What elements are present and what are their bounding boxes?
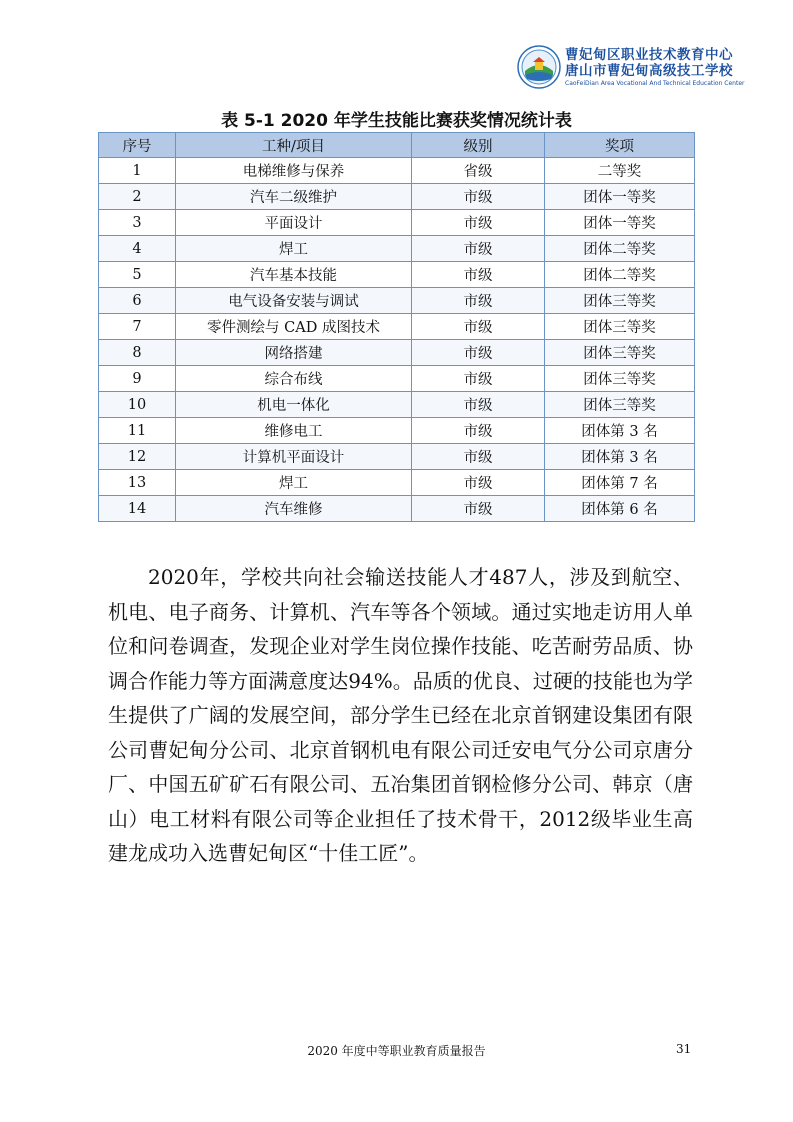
table-row — [99, 288, 695, 314]
cell-index: 8 — [99, 340, 176, 366]
cell-event: 焊工 — [176, 470, 412, 496]
column-header-index: 序号 — [99, 133, 176, 158]
table-row — [99, 158, 695, 184]
column-header-event: 工种/项目 — [176, 133, 412, 158]
cell-level: 市级 — [412, 392, 545, 418]
cell-award: 团体三等奖 — [545, 366, 695, 392]
column-header-level: 级别 — [412, 133, 545, 158]
table-row — [99, 314, 695, 340]
table-row — [99, 496, 695, 522]
column-header-award: 奖项 — [545, 133, 695, 158]
cell-award: 团体一等奖 — [545, 184, 695, 210]
table-row — [99, 418, 695, 444]
footer-report-title: 2020 年度中等职业教育质量报告 — [307, 1044, 486, 1058]
cell-level: 市级 — [412, 418, 545, 444]
cell-level: 市级 — [412, 210, 545, 236]
table-row — [99, 444, 695, 470]
table-row — [99, 366, 695, 392]
cell-index: 3 — [99, 210, 176, 236]
awards-table — [98, 132, 695, 522]
cell-level: 市级 — [412, 444, 545, 470]
cell-award: 二等奖 — [545, 158, 695, 184]
cell-event: 汽车基本技能 — [176, 262, 412, 288]
cell-level: 省级 — [412, 158, 545, 184]
cell-level: 市级 — [412, 340, 545, 366]
cell-index: 14 — [99, 496, 176, 522]
cell-event: 综合布线 — [176, 366, 412, 392]
cell-level: 市级 — [412, 470, 545, 496]
cell-level: 市级 — [412, 184, 545, 210]
cell-index: 13 — [99, 470, 176, 496]
org-name-line2: 唐山市曹妃甸高级技工学校 — [565, 63, 733, 79]
cell-award: 团体三等奖 — [545, 392, 695, 418]
cell-event: 汽车二级维护 — [176, 184, 412, 210]
cell-award: 团体三等奖 — [545, 340, 695, 366]
cell-event: 电梯维修与保养 — [176, 158, 412, 184]
cell-event: 电气设备安装与调试 — [176, 288, 412, 314]
cell-index: 12 — [99, 444, 176, 470]
cell-index: 2 — [99, 184, 176, 210]
table-row — [99, 210, 695, 236]
cell-event: 网络搭建 — [176, 340, 412, 366]
cell-award: 团体二等奖 — [545, 262, 695, 288]
table-title: 表 5-1 2020 年学生技能比赛获奖情况统计表 — [221, 111, 572, 131]
page-number: 31 — [676, 1042, 692, 1056]
cell-index: 9 — [99, 366, 176, 392]
table-row — [99, 262, 695, 288]
cell-award: 团体二等奖 — [545, 236, 695, 262]
cell-level: 市级 — [412, 236, 545, 262]
table-row — [99, 392, 695, 418]
cell-award: 团体三等奖 — [545, 314, 695, 340]
table-row — [99, 184, 695, 210]
school-emblem-icon — [517, 45, 561, 89]
org-name-english: CaoFeiDian Area Vocational And Technical Education Center — [565, 80, 745, 87]
table-body — [99, 158, 695, 522]
cell-event: 焊工 — [176, 236, 412, 262]
cell-level: 市级 — [412, 496, 545, 522]
table-row — [99, 340, 695, 366]
cell-award: 团体一等奖 — [545, 210, 695, 236]
cell-index: 4 — [99, 236, 176, 262]
table-row — [99, 470, 695, 496]
cell-index: 11 — [99, 418, 176, 444]
cell-index: 1 — [99, 158, 176, 184]
cell-award: 团体第 3 名 — [545, 444, 695, 470]
cell-award: 团体第 6 名 — [545, 496, 695, 522]
cell-index: 7 — [99, 314, 176, 340]
org-name-line1: 曹妃甸区职业技术教育中心 — [565, 47, 733, 63]
cell-event: 零件测绘与 CAD 成图技术 — [176, 314, 412, 340]
cell-index: 10 — [99, 392, 176, 418]
cell-level: 市级 — [412, 366, 545, 392]
body-paragraph: 2020年，学校共向社会输送技能人才487人，涉及到航空、机电、电子商务、计算机、汽车等各个领域。通过实地走访用人单位和问卷调查，发现企业对学生岗位操作技能、吃苦耐劳品质、协调合作能力等方面满意度达94%。品质的优良、过硬的技能也为学生提供了广阔的发展空间，部分学生已经在北京首钢建设集团有限公司曹妃甸分公司、北京首钢机电有限公司迁安电气分公司京唐分厂、中国五矿矿石有限公司、五冶集团首钢检修分公司、韩京（唐山）电工材料有限公司等企业担任了技术骨干，2012级毕业生高建龙成功入选曹妃甸区“十佳工匠”。 — [108, 565, 693, 865]
table-header-row — [99, 133, 695, 158]
cell-index: 6 — [99, 288, 176, 314]
header-org-block — [565, 47, 775, 87]
cell-level: 市级 — [412, 262, 545, 288]
cell-award: 团体三等奖 — [545, 288, 695, 314]
cell-event: 计算机平面设计 — [176, 444, 412, 470]
table-row — [99, 236, 695, 262]
cell-event: 汽车维修 — [176, 496, 412, 522]
cell-level: 市级 — [412, 314, 545, 340]
cell-event: 平面设计 — [176, 210, 412, 236]
cell-event: 维修电工 — [176, 418, 412, 444]
cell-event: 机电一体化 — [176, 392, 412, 418]
cell-award: 团体第 3 名 — [545, 418, 695, 444]
cell-award: 团体第 7 名 — [545, 470, 695, 496]
cell-index: 5 — [99, 262, 176, 288]
cell-level: 市级 — [412, 288, 545, 314]
